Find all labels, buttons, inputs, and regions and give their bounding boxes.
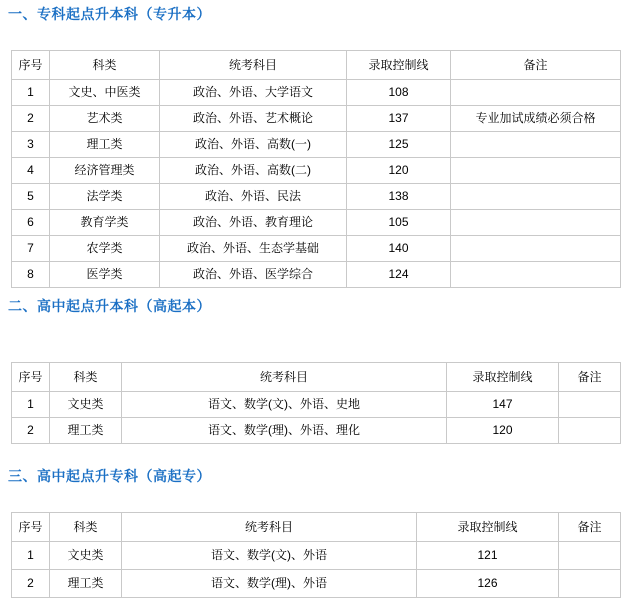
cell-subjects: 政治、外语、高数(一) — [160, 132, 347, 158]
cell-subjects: 政治、外语、医学综合 — [160, 262, 347, 288]
cell-category: 理工类 — [50, 132, 160, 158]
column-header-subjects: 统考科目 — [160, 51, 347, 80]
table-row — [12, 392, 621, 418]
cell-index: 5 — [12, 184, 50, 210]
column-header-remark: 备注 — [559, 363, 621, 392]
cell-category: 经济管理类 — [50, 158, 160, 184]
cell-remark — [451, 80, 621, 106]
cell-score-line: 140 — [347, 236, 451, 262]
cell-category: 文史、中医类 — [50, 80, 160, 106]
cell-index: 1 — [12, 542, 50, 570]
cell-index: 2 — [12, 418, 50, 444]
cell-remark — [559, 392, 621, 418]
table-row — [12, 184, 621, 210]
cell-index: 4 — [12, 158, 50, 184]
cell-remark — [559, 418, 621, 444]
table-row — [12, 132, 621, 158]
cell-index: 1 — [12, 392, 50, 418]
cell-index: 6 — [12, 210, 50, 236]
table-header-row — [12, 51, 621, 80]
cell-category: 文史类 — [50, 542, 122, 570]
cell-remark — [451, 184, 621, 210]
cell-score-line: 120 — [447, 418, 559, 444]
cell-index: 2 — [12, 570, 50, 598]
cell-subjects: 政治、外语、民法 — [160, 184, 347, 210]
column-header-category: 科类 — [50, 363, 122, 392]
cell-remark — [451, 236, 621, 262]
cell-score-line: 105 — [347, 210, 451, 236]
cell-score-line: 137 — [347, 106, 451, 132]
table-row — [12, 106, 621, 132]
column-header-subjects: 统考科目 — [122, 513, 417, 542]
section-title-1: 一、专科起点升本科（专升本） — [8, 6, 211, 22]
cell-score-line: 120 — [347, 158, 451, 184]
cell-score-line: 121 — [417, 542, 559, 570]
column-header-subjects: 统考科目 — [122, 363, 447, 392]
cell-subjects: 政治、外语、生态学基础 — [160, 236, 347, 262]
cell-remark — [451, 132, 621, 158]
cell-remark — [451, 262, 621, 288]
cell-score-line: 108 — [347, 80, 451, 106]
cell-remark — [451, 210, 621, 236]
table-header-row — [12, 513, 621, 542]
table-row — [12, 570, 621, 598]
column-header-category: 科类 — [50, 51, 160, 80]
cell-category: 教育学类 — [50, 210, 160, 236]
table-row — [12, 210, 621, 236]
cell-score-line: 125 — [347, 132, 451, 158]
column-header-remark: 备注 — [559, 513, 621, 542]
cell-remark — [559, 570, 621, 598]
column-header-remark: 备注 — [451, 51, 621, 80]
cell-subjects: 政治、外语、高数(二) — [160, 158, 347, 184]
cell-index: 2 — [12, 106, 50, 132]
column-header-category: 科类 — [50, 513, 122, 542]
table-row — [12, 262, 621, 288]
section-title-2: 二、高中起点升本科（高起本） — [8, 298, 211, 314]
table-row — [12, 236, 621, 262]
cell-subjects: 政治、外语、大学语文 — [160, 80, 347, 106]
cell-score-line: 147 — [447, 392, 559, 418]
cell-subjects: 语文、数学(文)、外语 — [122, 542, 417, 570]
table-row — [12, 418, 621, 444]
cell-remark — [451, 158, 621, 184]
cell-subjects: 语文、数学(文)、外语、史地 — [122, 392, 447, 418]
score-line-table-gaoqizhuan — [11, 512, 621, 598]
cell-subjects: 政治、外语、教育理论 — [160, 210, 347, 236]
cell-index: 1 — [12, 80, 50, 106]
score-line-table-gaoqiben — [11, 362, 621, 444]
cell-category: 医学类 — [50, 262, 160, 288]
cell-index: 7 — [12, 236, 50, 262]
cell-score-line: 126 — [417, 570, 559, 598]
column-header-score-line: 录取控制线 — [417, 513, 559, 542]
cell-category: 文史类 — [50, 392, 122, 418]
cell-category: 艺术类 — [50, 106, 160, 132]
cell-category: 理工类 — [50, 418, 122, 444]
cell-remark: 专业加试成绩必须合格 — [451, 106, 621, 132]
cell-subjects: 语文、数学(理)、外语、理化 — [122, 418, 447, 444]
column-header-index: 序号 — [12, 513, 50, 542]
cell-index: 3 — [12, 132, 50, 158]
cell-subjects: 语文、数学(理)、外语 — [122, 570, 417, 598]
cell-score-line: 124 — [347, 262, 451, 288]
table-row — [12, 158, 621, 184]
score-line-table-zhuanshengben — [11, 50, 621, 288]
cell-category: 法学类 — [50, 184, 160, 210]
cell-remark — [559, 542, 621, 570]
cell-index: 8 — [12, 262, 50, 288]
column-header-score-line: 录取控制线 — [447, 363, 559, 392]
table-row — [12, 542, 621, 570]
cell-category: 理工类 — [50, 570, 122, 598]
cell-score-line: 138 — [347, 184, 451, 210]
column-header-score-line: 录取控制线 — [347, 51, 451, 80]
section-title-3: 三、高中起点升专科（高起专） — [8, 468, 211, 484]
cell-category: 农学类 — [50, 236, 160, 262]
column-header-index: 序号 — [12, 363, 50, 392]
table-row — [12, 80, 621, 106]
table-header-row — [12, 363, 621, 392]
cell-subjects: 政治、外语、艺术概论 — [160, 106, 347, 132]
column-header-index: 序号 — [12, 51, 50, 80]
